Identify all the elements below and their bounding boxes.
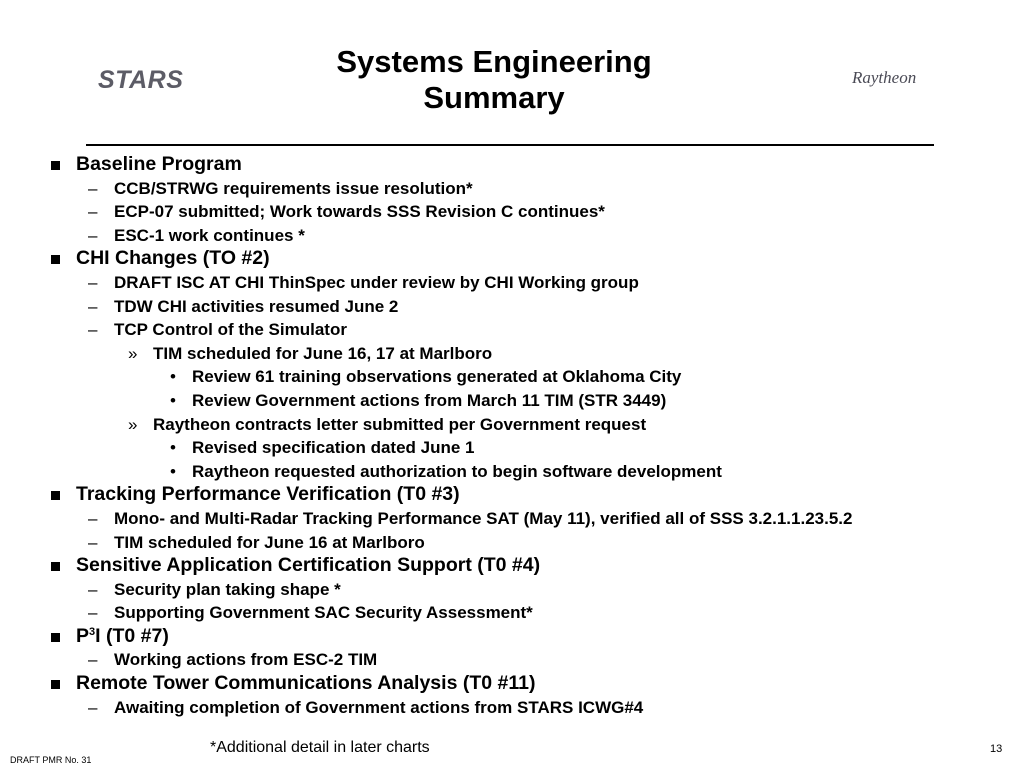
outline-item-text: Sensitive Application Certification Support (T0 #4) — [76, 554, 541, 577]
outline-item-level-2 — [0, 200, 1024, 224]
raytheon-logo: Raytheon — [852, 68, 917, 87]
dash-bullet-icon: – — [88, 603, 98, 623]
dash-bullet-icon: – — [88, 508, 98, 528]
outline-item-level-1 — [0, 483, 1024, 507]
outline-item-level-2 — [0, 696, 1024, 720]
outline-item-text: Review Government actions from March 11 TIM (STR 3449) — [192, 390, 667, 410]
superscript: 3 — [89, 625, 96, 638]
dot-bullet-icon: • — [170, 367, 176, 387]
outline-item-text: Security plan taking shape * — [114, 579, 341, 599]
title-line-2: Summary — [423, 80, 565, 115]
outline-item-level-1 — [0, 153, 1024, 177]
outline-item-level-1 — [0, 554, 1024, 578]
outline-item-text: DRAFT ISC AT CHI ThinSpec under review by CHI Working group — [114, 272, 639, 292]
outline-item-text: ECP-07 submitted; Work towards SSS Revision C continues* — [114, 202, 605, 222]
outline-item-level-1 — [0, 625, 1024, 649]
title-divider — [86, 144, 934, 146]
outline-item-level-1 — [0, 672, 1024, 696]
dash-bullet-icon: – — [88, 320, 98, 340]
outline-item-text: Review 61 training observations generated at Oklahoma City — [192, 367, 682, 387]
outline-item-text: Mono- and Multi-Radar Tracking Performance SAT (May 11), verified all of SSS 3.2.1.1.23.5.2 — [114, 508, 853, 528]
footnote: *Additional detail in later charts — [210, 739, 430, 756]
footer-draft-label: DRAFT PMR No. 31 — [10, 755, 92, 765]
dash-bullet-icon: – — [88, 650, 98, 670]
outline-item-level-4 — [0, 460, 1024, 484]
guillemet-bullet-icon: » — [128, 414, 138, 434]
outline-item-text: Working actions from ESC-2 TIM — [114, 650, 378, 670]
outline-item-level-2 — [0, 578, 1024, 602]
guillemet-bullet-icon: » — [128, 343, 138, 363]
dot-bullet-icon: • — [170, 438, 176, 458]
outline-item-text: CCB/STRWG requirements issue resolution* — [114, 178, 473, 198]
dash-bullet-icon: – — [88, 296, 98, 316]
outline-item-level-1 — [0, 247, 1024, 271]
outline-item-level-2 — [0, 271, 1024, 295]
text-suffix: I (T0 #7) — [95, 624, 169, 647]
outline-item-level-3 — [0, 413, 1024, 437]
outline-item-text: Tracking Performance Verification (T0 #3) — [76, 483, 460, 506]
dash-bullet-icon: – — [88, 272, 98, 292]
dash-bullet-icon: – — [88, 579, 98, 599]
dash-bullet-icon: – — [88, 202, 98, 222]
outline-item-text: Supporting Government SAC Security Assessment* — [114, 603, 533, 623]
outline-item-level-2 — [0, 531, 1024, 555]
page-number: 13 — [990, 743, 1003, 755]
outline-item-text: ESC-1 work continues * — [114, 225, 305, 245]
outline-item-text — [76, 625, 169, 647]
outline-item-text: TIM scheduled for June 16, 17 at Marlboro — [153, 343, 493, 363]
outline-item-level-2 — [0, 177, 1024, 201]
outline-item-level-4 — [0, 389, 1024, 413]
outline-item-text: Raytheon requested authorization to begin software development — [192, 461, 722, 481]
outline-item-text: Revised specification dated June 1 — [192, 438, 475, 458]
dash-bullet-icon: – — [88, 697, 98, 717]
dot-bullet-icon: • — [170, 390, 176, 410]
outline-item-text: Remote Tower Communications Analysis (T0 #11) — [76, 672, 536, 695]
outline-item-level-3 — [0, 342, 1024, 366]
dash-bullet-icon: – — [88, 225, 98, 245]
outline-item-level-4 — [0, 365, 1024, 389]
outline-item-level-2 — [0, 507, 1024, 531]
dash-bullet-icon: – — [88, 532, 98, 552]
outline-item-level-2 — [0, 601, 1024, 625]
bullet-outline — [0, 153, 1024, 719]
page-title — [292, 44, 696, 116]
dash-bullet-icon: – — [88, 178, 98, 198]
outline-item-level-2 — [0, 318, 1024, 342]
outline-item-level-2 — [0, 224, 1024, 248]
outline-item-text: Raytheon contracts letter submitted per Government request — [153, 414, 647, 434]
dot-bullet-icon: • — [170, 461, 176, 481]
outline-item-text: TCP Control of the Simulator — [114, 320, 347, 340]
stars-logo: STARS — [98, 66, 184, 94]
outline-item-text: CHI Changes (TO #2) — [76, 247, 270, 270]
outline-item-level-2 — [0, 295, 1024, 319]
outline-item-text: Awaiting completion of Government actions from STARS ICWG#4 — [114, 697, 644, 717]
outline-item-text: Baseline Program — [76, 153, 242, 175]
outline-item-text: TDW CHI activities resumed June 2 — [114, 296, 399, 316]
title-line-1: Systems Engineering — [336, 44, 652, 79]
outline-item-level-4 — [0, 436, 1024, 460]
outline-item-level-2 — [0, 648, 1024, 672]
outline-item-text: TIM scheduled for June 16 at Marlboro — [114, 532, 425, 552]
text-prefix: P — [76, 624, 90, 647]
